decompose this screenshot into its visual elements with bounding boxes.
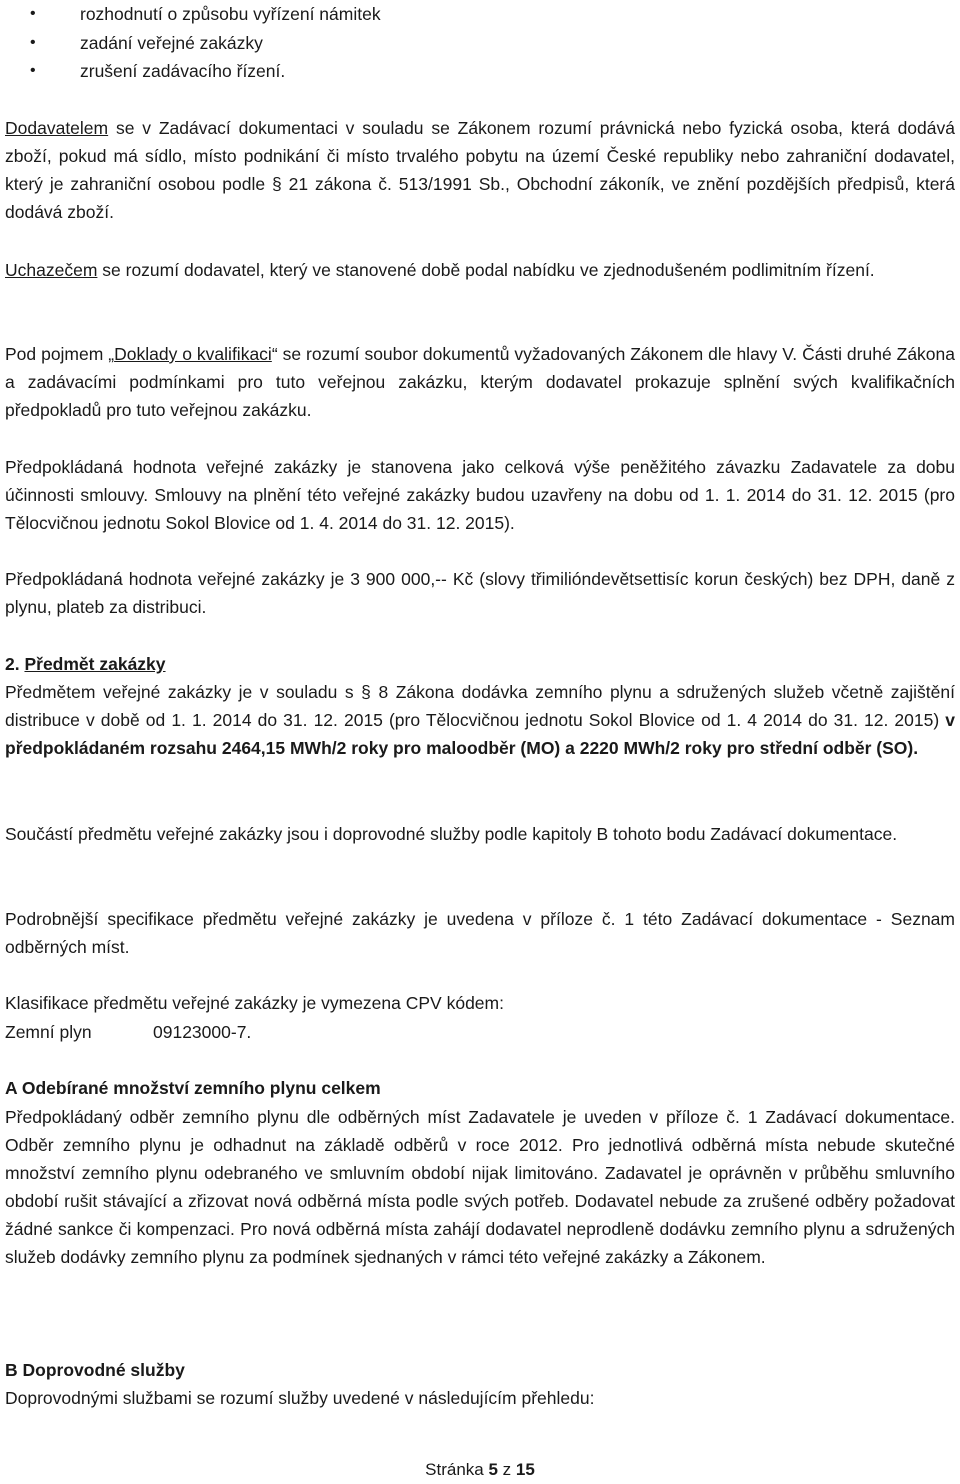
cpv-intro: Klasifikace předmětu veřejné zakázky je vymezena CPV kódem: [5, 993, 504, 1013]
list-item: • zadání veřejné zakázky [0, 29, 960, 58]
section-a-text: Předpokládaný odběr zemního plynu dle odběrných míst Zadavatele je uveden v příloze č. 1 Zadávací dokumentace. Odběr zemního plynu je odhadnut na základě odběrů v roce 2012. Pro jednotlivá odběrná místa nebude skutečné množství zemního plynu odebraného ve smluvním období nijak limitováno. Zadavatel je oprávněn v průběhu smluvního období rušit stávající a zřizovat nová odběrná místa podle svých potřeb. Dodavatel nebude za zrušené odběry požadovat žádné sankce či kompenzaci. Pro nová odběrná místa zahájí dodavatel neprodleně dodávku zemního plynu a sdružených služeb dodávky zemního plynu za podmínek sjednaných v rámci této veřejné zakázky a Zákonem. [5, 1107, 955, 1267]
specification-paragraph: Podrobnější specifikace předmětu veřejné zakázky je uvedena v příloze č. 1 této Zadávací dokumentace - Seznam odběrných míst. [5, 909, 955, 957]
section-2-heading [5, 650, 955, 678]
definition-text: “ se rozumí soubor dokumentů vyžadovaných Zákonem dle hlavy V. Části druhé Zákona a zadávacími podmínkami pro tuto veřejnou zakázku, kterým dodavatel prokazuje splnění svých kvalifikačních předpokladů pro tuto veřejnou zakázku. [5, 344, 955, 420]
cpv-label: Zemní plyn [5, 1022, 92, 1042]
term-doklady: Doklady o kvalifikaci [114, 344, 272, 364]
intro-text: Předmětem veřejné zakázky je v souladu s § 8 Zákona dodávka zemního plynu a sdružených služeb včetně zajištění distribuce v době od 1. 1. 2014 do 31. 12. 2015 (pro Tělocvičnou jednotu Sokol Blovice od 1. 4 2014 do 31. 12. 2015) [5, 682, 955, 730]
value-paragraph-1: Předpokládaná hodnota veřejné zakázky je stanovena jako celková výše peněžitého závazku Zadavatele za dobu účinnosti smlouvy. Smlouvy na plnění této veřejné zakázky budou uzavřeny na dobu od 1. 1. 2014 do 31. 12. 2015 (pro Tělocvičnou jednotu Sokol Blovice od 1. 4. 2014 do 31. 12. 2015). [5, 457, 955, 533]
bullet-list [0, 0, 960, 86]
value-paragraph-2: Předpokládaná hodnota veřejné zakázky je 3 900 000,-- Kč (slovy třimilióndevětsettisíc korun českých) bez DPH, daně z plynu, plateb za distribuci. [5, 569, 955, 617]
section-b-text: Doprovodnými službami se rozumí služby uvedené v následujícím přehledu: [5, 1388, 595, 1408]
footer-prefix: Stránka [425, 1460, 489, 1479]
intro-bold-text: v předpokládaném rozsahu 2464,15 MWh/2 roky pro maloodběr (MO) a 2220 MWh/2 roky pro střední odběr (SO). [5, 710, 955, 758]
page-number: 5 [488, 1460, 498, 1479]
section-a-title: A Odebírané množství zemního plynu celkem [5, 1078, 381, 1098]
section-title: Předmět zakázky [24, 654, 166, 674]
definition-text: se rozumí dodavatel, který ve stanovené době podal nabídku ve zjednodušeném podlimitním řízení. [97, 260, 875, 280]
definition-prefix: Pod pojmem „ [5, 344, 115, 364]
cpv-code: 09123000-7. [153, 1022, 252, 1042]
definition-doklady [5, 340, 955, 424]
term-dodavatel: Dodavatelem [5, 118, 109, 138]
page-total: 15 [515, 1460, 535, 1479]
list-item: • rozhodnutí o způsobu vyřízení námitek [0, 0, 960, 29]
section-2-intro [5, 678, 955, 762]
list-item: • zrušení zadávacího řízení. [0, 57, 960, 86]
section-b-title: B Doprovodné služby [5, 1360, 185, 1380]
cpv-line [5, 1018, 955, 1046]
definition-uchazec [5, 256, 955, 284]
definition-text: se v Zadávací dokumentaci v souladu se Zákonem rozumí právnická nebo fyzická osoba, která dodává zboží, pokud má sídlo, místo podnikání či místo trvalého pobytu na území České republiky nebo zahraniční dodavatel, který je zahraniční osobou podle § 21 zákona č. 513/1991 Sb., Obchodní zákoník, ve znění pozdějších předpisů, která dodává zboží. [5, 118, 955, 222]
footer-middle: z [497, 1460, 516, 1479]
section-number: 2. [5, 654, 25, 674]
term-uchazec: Uchazečem [5, 260, 98, 280]
definition-dodavatel [5, 114, 955, 226]
services-paragraph: Součástí předmětu veřejné zakázky jsou i doprovodné služby podle kapitoly B tohoto bodu Zadávací dokumentace. [5, 824, 898, 844]
